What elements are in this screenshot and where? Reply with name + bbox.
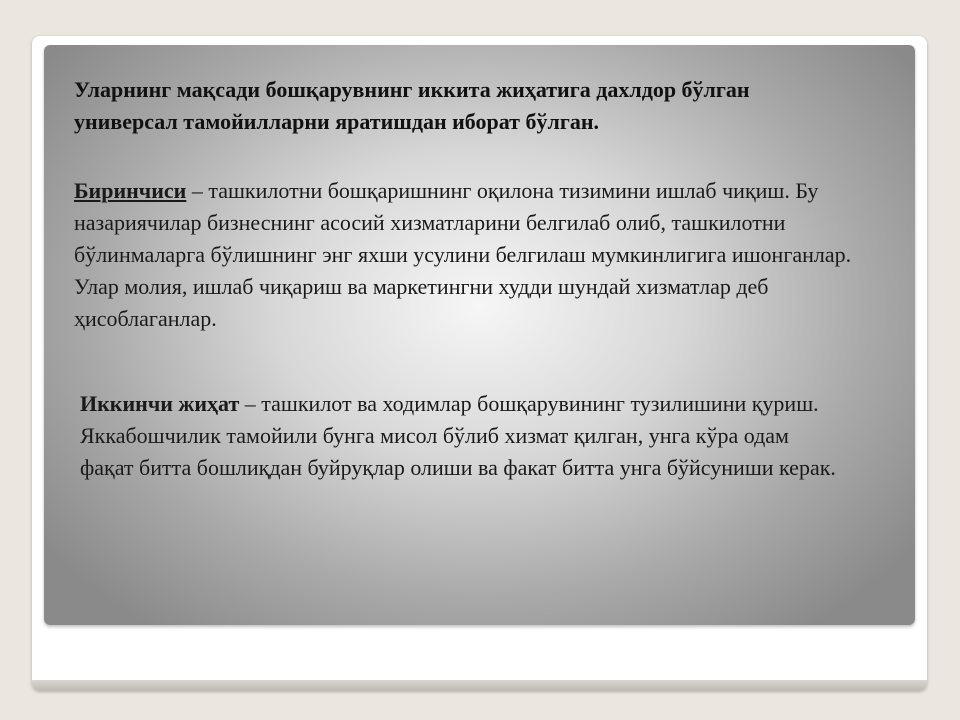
second-aspect-paragraph [80, 388, 840, 484]
first-aspect-term: Биринчиси [74, 178, 187, 203]
intro-paragraph: Уларнинг мақсади бошқарувнинг иккита жиҳатига дахлдор бўлган универсал тамойилларни яратишдан иборат бўлган. [74, 77, 750, 134]
first-aspect-text: – ташкилотни бошқаришнинг оқилона тизимини ишлаб чиқиш. Бу назариячилар бизнеснинг асосий хизматларини белгилаб олиб, ташкилотни бўлинмаларга бўлишнинг энг яхши усулини белгилаш мумкинлигига ишонганлар. Улар молия, ишлаб чиқариш ва маркетингни худди шундай хизматлар деб ҳисоблаганлар. [74, 178, 852, 331]
slide-frame-bottom-bar [32, 680, 927, 691]
second-aspect-text: – ташкилот ва ходимлар бошқарувининг тузилишини қуриш. Яккабошчилик тамойили бунга мисол бўлиб хизмат қилган, унга кўра одам фақат битта бошлиқдан буйруқлар олиши ва факат битта унга бўйсуниши керак. [80, 391, 836, 480]
second-aspect-term: Иккинчи жиҳат [80, 391, 240, 416]
first-aspect-paragraph [74, 175, 864, 335]
